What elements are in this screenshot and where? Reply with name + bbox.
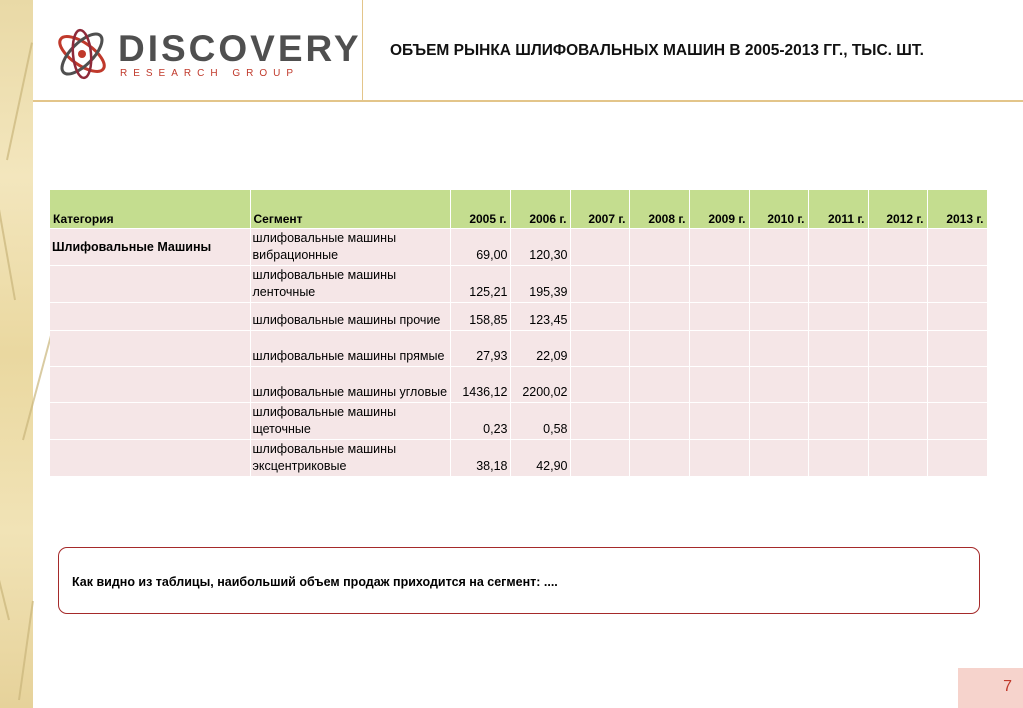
empty-cell	[808, 440, 868, 477]
empty-cell	[927, 303, 987, 331]
empty-cell	[689, 331, 749, 367]
table-row	[50, 266, 987, 303]
column-header: 2009 г.	[689, 190, 749, 229]
empty-cell	[689, 229, 749, 266]
category-cell: Шлифовальные Машины	[50, 229, 250, 266]
category-cell	[50, 440, 250, 477]
page-number: 7	[1003, 678, 1012, 695]
empty-cell	[808, 367, 868, 403]
empty-cell	[868, 229, 927, 266]
empty-cell	[629, 440, 689, 477]
empty-cell	[629, 331, 689, 367]
table-row	[50, 303, 987, 331]
column-header: 2011 г.	[808, 190, 868, 229]
table-row	[50, 367, 987, 403]
empty-cell	[927, 266, 987, 303]
empty-cell	[749, 303, 808, 331]
empty-cell	[808, 403, 868, 440]
empty-cell	[629, 266, 689, 303]
header-underline	[33, 100, 1023, 102]
value-cell: 0,58	[510, 403, 570, 440]
decorative-side-strip	[0, 0, 33, 708]
empty-cell	[749, 229, 808, 266]
column-header: Категория	[50, 190, 250, 229]
empty-cell	[570, 229, 629, 266]
empty-cell	[868, 367, 927, 403]
category-cell	[50, 266, 250, 303]
conclusion-note-text: Как видно из таблицы, наибольший объем продаж приходится на сегмент: ....	[72, 575, 558, 589]
value-cell: 42,90	[510, 440, 570, 477]
empty-cell	[629, 303, 689, 331]
segment-cell: шлифовальные машины щеточные	[250, 403, 450, 440]
segment-cell: шлифовальные машины эксцентриковые	[250, 440, 450, 477]
market-volume-table	[50, 190, 988, 476]
empty-cell	[749, 331, 808, 367]
empty-cell	[689, 440, 749, 477]
segment-cell: шлифовальные машины прямые	[250, 331, 450, 367]
column-header: 2013 г.	[927, 190, 987, 229]
column-header: 2008 г.	[629, 190, 689, 229]
value-cell: 69,00	[450, 229, 510, 266]
empty-cell	[927, 403, 987, 440]
page-number-box	[958, 668, 1023, 708]
segment-cell: шлифовальные машины ленточные	[250, 266, 450, 303]
value-cell: 2200,02	[510, 367, 570, 403]
value-cell: 195,39	[510, 266, 570, 303]
empty-cell	[570, 331, 629, 367]
column-header: 2007 г.	[570, 190, 629, 229]
column-header: Сегмент	[250, 190, 450, 229]
segment-cell: шлифовальные машины вибрационные	[250, 229, 450, 266]
empty-cell	[927, 440, 987, 477]
empty-cell	[629, 403, 689, 440]
empty-cell	[808, 331, 868, 367]
empty-cell	[689, 367, 749, 403]
value-cell: 22,09	[510, 331, 570, 367]
empty-cell	[927, 229, 987, 266]
empty-cell	[868, 403, 927, 440]
table-row	[50, 440, 987, 477]
empty-cell	[927, 331, 987, 367]
header-divider	[362, 0, 363, 100]
empty-cell	[570, 403, 629, 440]
value-cell: 38,18	[450, 440, 510, 477]
empty-cell	[570, 303, 629, 331]
value-cell: 125,21	[450, 266, 510, 303]
segment-cell: шлифовальные машины угловые	[250, 367, 450, 403]
column-header: 2010 г.	[749, 190, 808, 229]
empty-cell	[808, 303, 868, 331]
empty-cell	[927, 367, 987, 403]
category-cell	[50, 403, 250, 440]
category-cell	[50, 303, 250, 331]
empty-cell	[808, 266, 868, 303]
empty-cell	[689, 303, 749, 331]
table-header-row	[50, 190, 987, 229]
empty-cell	[808, 229, 868, 266]
value-cell: 123,45	[510, 303, 570, 331]
value-cell: 0,23	[450, 403, 510, 440]
page-title: ОБЪЕМ РЫНКА ШЛИФОВАЛЬНЫХ МАШИН В 2005-2013 ГГ., ТЫС. ШТ.	[390, 42, 924, 59]
empty-cell	[629, 367, 689, 403]
value-cell: 1436,12	[450, 367, 510, 403]
category-cell	[50, 331, 250, 367]
logo-subtitle: RESEARCH GROUP	[120, 68, 300, 79]
table-row	[50, 403, 987, 440]
empty-cell	[749, 266, 808, 303]
logo-wordmark: DISCOVERY	[118, 28, 362, 69]
empty-cell	[689, 266, 749, 303]
empty-cell	[570, 367, 629, 403]
value-cell: 120,30	[510, 229, 570, 266]
atom-logo-icon	[52, 24, 112, 84]
empty-cell	[749, 403, 808, 440]
empty-cell	[749, 367, 808, 403]
empty-cell	[868, 303, 927, 331]
category-cell	[50, 367, 250, 403]
conclusion-note-box	[58, 547, 980, 614]
table-row	[50, 229, 987, 266]
empty-cell	[570, 266, 629, 303]
empty-cell	[689, 403, 749, 440]
empty-cell	[868, 266, 927, 303]
empty-cell	[868, 440, 927, 477]
column-header: 2005 г.	[450, 190, 510, 229]
segment-cell: шлифовальные машины прочие	[250, 303, 450, 331]
table-row	[50, 331, 987, 367]
column-header: 2012 г.	[868, 190, 927, 229]
empty-cell	[629, 229, 689, 266]
column-header: 2006 г.	[510, 190, 570, 229]
value-cell: 158,85	[450, 303, 510, 331]
empty-cell	[570, 440, 629, 477]
company-logo	[52, 22, 362, 86]
value-cell: 27,93	[450, 331, 510, 367]
empty-cell	[749, 440, 808, 477]
empty-cell	[868, 331, 927, 367]
